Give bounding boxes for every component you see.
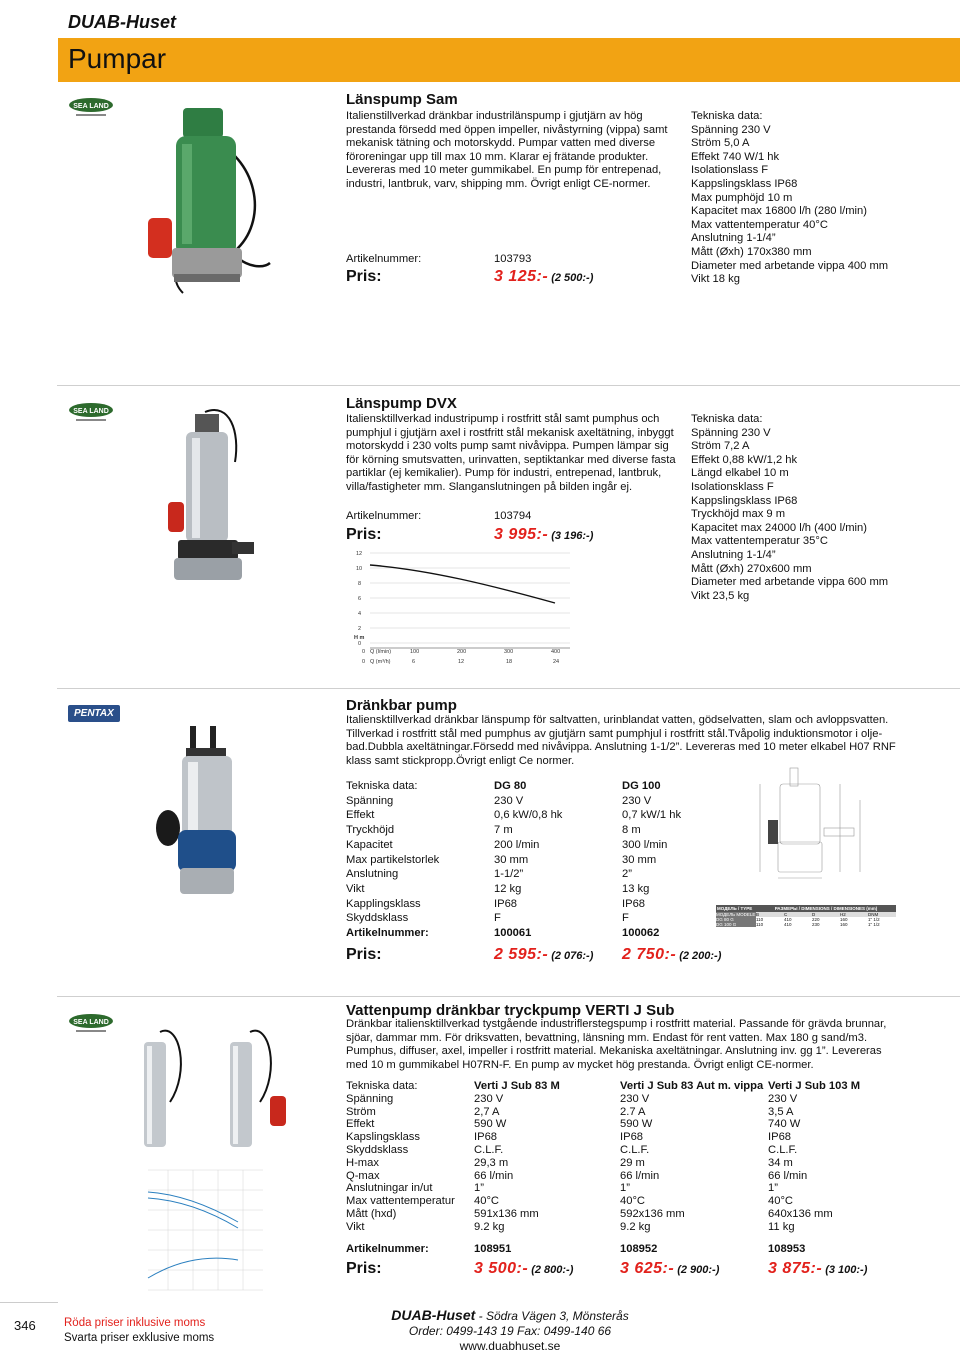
dg-dimension-table: МОДЕЛЬ / TYPE РАЗМЕРЫ / DIMENSIONS / DIMENSIONES (mm) МОДЕЛЬ MODELE B C D H2 DNM DG 80 G 110 410 220 160 1" 1/2 DG 100 G 110 410 230 160 1" 1/2 <box>716 905 896 927</box>
section-divider <box>57 688 960 689</box>
page-title: Pumpar <box>68 43 167 74</box>
product-desc-verti: Dränkbar italiensktillverkad tystgående industriflerstegspump i rostfritt material. Passande för grävda brunnar, sjöar, dammar mm. För driksvatten, bevattning, länsning mm. Endast för rent vatten. Max 180 g sand/m3. Pumphus, diffuser, axel, impeller i rostfritt material. Mekaniska axeltätningar. Anslutning inv. gg 1”. Levereras med 10 m gummikabel H07RN-F. En pump av mycket hög prestanda. Övrigt enligt CE-normer. <box>346 1018 887 1071</box>
footer-address: - Södra Vägen 3, Mönsterås <box>475 1309 629 1323</box>
price-verti-103m: 3 875:- (3 100:-) <box>768 1260 868 1277</box>
curve-y-tick: 8 <box>358 581 362 587</box>
curve-y-tick: 10 <box>356 566 363 572</box>
note-black: Svarta priser exklusive moms <box>64 1332 215 1344</box>
footer-divider <box>0 1302 58 1303</box>
curve-q1-tick: 200 <box>457 649 467 655</box>
curve-q2-tick: 18 <box>506 659 513 665</box>
price-verti-83m: 3 500:- (2 800:-) <box>474 1260 574 1277</box>
curve-y-tick: 12 <box>356 551 363 557</box>
price-notes <box>64 1316 214 1346</box>
curve-q2-tick: 0 <box>362 659 366 665</box>
curve-q2-tick: 6 <box>412 659 416 665</box>
product-desc-drankbar: Italiensktillverkad dränkbar länspump för saltvatten, urinblandat vatten, gödselvatten, slam och avloppsvatten. Tillverkad i rostfritt stål med pumphus av gjutjärn samt pumphjul i rostfritt stål.Tvåpolig induktionsmotor i olje- bad.Dubbla axeltätningar.Försedd med nivåvippa. Anslutning 1-1/2”. Levereras med 10 meter elkabel H07 RNF klass samt stickpropp.Övrigt enligt Ce normer. <box>346 714 896 767</box>
dg-dimension-drawing <box>720 760 900 900</box>
pump-sam-image <box>138 98 273 298</box>
curve-q1-tick: 400 <box>551 649 561 655</box>
pump-verti-image <box>130 1012 300 1152</box>
spec-table-drankbar: Tekniska data: DG 80 DG 100 Spänning 230 V 230 V Effekt 0,6 kW/0,8 hk 0,7 kW/1 hk Tryckhöjd 7 m 8 m Kapacitet 200 l/min 300 l/min Max partikelstorlek 30 mm 30 mm Anslutning 1-1/2” 2” Vikt 12 kg 13 kg Kapplingsklass IP68 IP68 Skyddsklass F F Artikelnummer: 100061 100062 <box>346 780 682 940</box>
product-title-dvx: Länspump DVX <box>346 395 457 412</box>
specs-sam: Tekniska data: Spänning 230 V Ström 5,0 A Effekt 740 W/1 hk Isolationslass F Kappslingsklass IP68 Max pumphöjd 10 m Kapacitet max 16800 l/h (280 l/min) Max vattentemperatur 40°C Anslutning 1-1/4” Mått (Øxh) 170x380 mm Diameter med arbetande vippa 400 mm Vikt 18 kg <box>691 110 889 286</box>
price-sam: 3 125:- (2 500:-) <box>494 268 594 285</box>
price-dg80: 2 595:- (2 076:-) <box>494 946 594 963</box>
curve-y-unit: H m <box>354 635 365 641</box>
curve-q2-label: Q (m³/h) <box>370 659 391 665</box>
footer-web[interactable]: www.duabhuset.se <box>459 1339 561 1353</box>
section-divider <box>57 996 960 997</box>
art-row-verti: Artikelnummer: 108951 108952 108953 <box>346 1243 806 1255</box>
verti-pump-curve <box>138 1160 268 1300</box>
sealand-logo <box>66 401 116 423</box>
pris-label-verti: Pris: <box>346 1260 382 1277</box>
pump-dg-image <box>150 718 260 903</box>
price-verti-83aut: 3 625:- (2 900:-) <box>620 1260 720 1277</box>
curve-q1-tick: 100 <box>410 649 420 655</box>
art-number-sam: 103793 <box>494 253 532 265</box>
curve-q1-label: Q (l/min) <box>370 649 392 655</box>
art-number-dvx: 103794 <box>494 510 532 522</box>
pris-label-dvx: Pris: <box>346 526 382 543</box>
curve-y-tick: 2 <box>358 626 362 632</box>
art-label-sam: Artikelnummer: <box>346 253 422 265</box>
svg-text:SEA LAND: SEA LAND <box>73 103 109 110</box>
art-label-dvx: Artikelnummer: <box>346 510 422 522</box>
product-desc-sam: Italienstillverkad dränkbar industrilänspump i gjutjärn av hög prestanda försedd med öppen impeller, nivåstyrning (vippa) samt mekanisk tätning och motorskydd. Pumpar vatten med diverse föroreningar upp till max 10 mm. Klarar ej frätande produkter. Levereras med 10 meter gummikabel. En pump för entrepenad, industri, lantbruk, varv, shipping mm. Övrigt enligt CE-normer. <box>346 110 668 190</box>
svg-text:SEA LAND: SEA LAND <box>73 1019 109 1026</box>
dvx-pump-curve <box>340 545 580 667</box>
pump-dvx-image <box>150 402 260 587</box>
product-title-verti: Vattenpump dränkbar tryckpump VERTI J Sub <box>346 1002 675 1019</box>
price-dvx: 3 995:- (3 196:-) <box>494 526 594 543</box>
note-red: Röda priser inklusive moms <box>64 1317 206 1329</box>
spec-table-verti: Tekniska data: Verti J Sub 83 M Verti J Sub 83 Aut m. vippa Verti J Sub 103 M Spänning 230 V 230 V 230 V Ström 2,7 A 2.7 A 3,5 A Effekt 590 W 590 W 740 W Kapslingsklass IP68 IP68 IP68 Skyddsklass C.L.F. C.L.F. C.L.F. H-max 29,3 m 29 m 34 m Q-max 66 l/min 66 l/min 66 l/min Anslutningar in/ut 1” 1” 1” Max vattentemperatur 40°C 40°C 40°C Mått (hxd) 591x136 mm 592x136 mm 640x136 mm Vikt 9.2 kg 9.2 kg 11 kg <box>346 1080 861 1233</box>
specs-dvx: Tekniska data: Spänning 230 V Ström 7,2 A Effekt 0,88 kW/1,2 hk Längd elkabel 10 m Isolationsklass F Kappslingsklass IP68 Tryckhöjd max 9 m Kapacitet max 24000 l/h (400 l/min) Max vattentemperatur 35°C Anslutning 1-1/4” Mått (Øxh) 270x600 mm Diameter med arbetande vippa 600 mm Vikt 23,5 kg <box>691 413 889 602</box>
sealand-logo <box>66 96 116 118</box>
curve-q2-tick: 12 <box>458 659 465 665</box>
brand-name: DUAB-Huset <box>68 12 176 32</box>
page-title-bar <box>58 38 960 82</box>
footer-order: Order: 0499-143 19 Fax: 0499-140 66 <box>408 1324 612 1338</box>
product-title-drankbar: Dränkbar pump <box>346 697 457 714</box>
pris-label-drankbar: Pris: <box>346 946 382 963</box>
product-desc-dvx: Italiensktillverkad industripump i rostfritt stål samt pumphus och pumphjul i gjutjärn axel i rostfritt stål mekanisk axeltätning, inbyggt motorskydd i 230 volts pump samt nivåvippa. Pumpen lämpar sig för körning smutsvatten, urinvatten, septiktankar med diverse fasta partiklar (ej kemikalier). Pump för industri, entrepenad, lantbruk, villa/fastigheter mm. Slanganslutningen på bilden ingår ej. <box>346 413 676 493</box>
curve-q1-tick: 0 <box>362 649 366 655</box>
footer-company: DUAB-Huset <box>391 1307 476 1323</box>
curve-y-tick: 4 <box>358 611 362 617</box>
curve-y-tick: 0 <box>358 641 362 647</box>
curve-q2-tick: 24 <box>553 659 560 665</box>
svg-text:SEA LAND: SEA LAND <box>73 408 109 415</box>
pentax-logo: PENTAX <box>68 705 120 722</box>
product-title-sam: Länspump Sam <box>346 91 458 108</box>
page-number: 346 <box>14 1318 36 1333</box>
section-divider <box>57 385 960 386</box>
pris-label-sam: Pris: <box>346 268 382 285</box>
footer-contact <box>380 1308 640 1354</box>
curve-q1-tick: 300 <box>504 649 514 655</box>
curve-y-tick: 6 <box>358 596 362 602</box>
sealand-logo <box>66 1012 116 1034</box>
price-dg100: 2 750:- (2 200:-) <box>622 946 722 963</box>
